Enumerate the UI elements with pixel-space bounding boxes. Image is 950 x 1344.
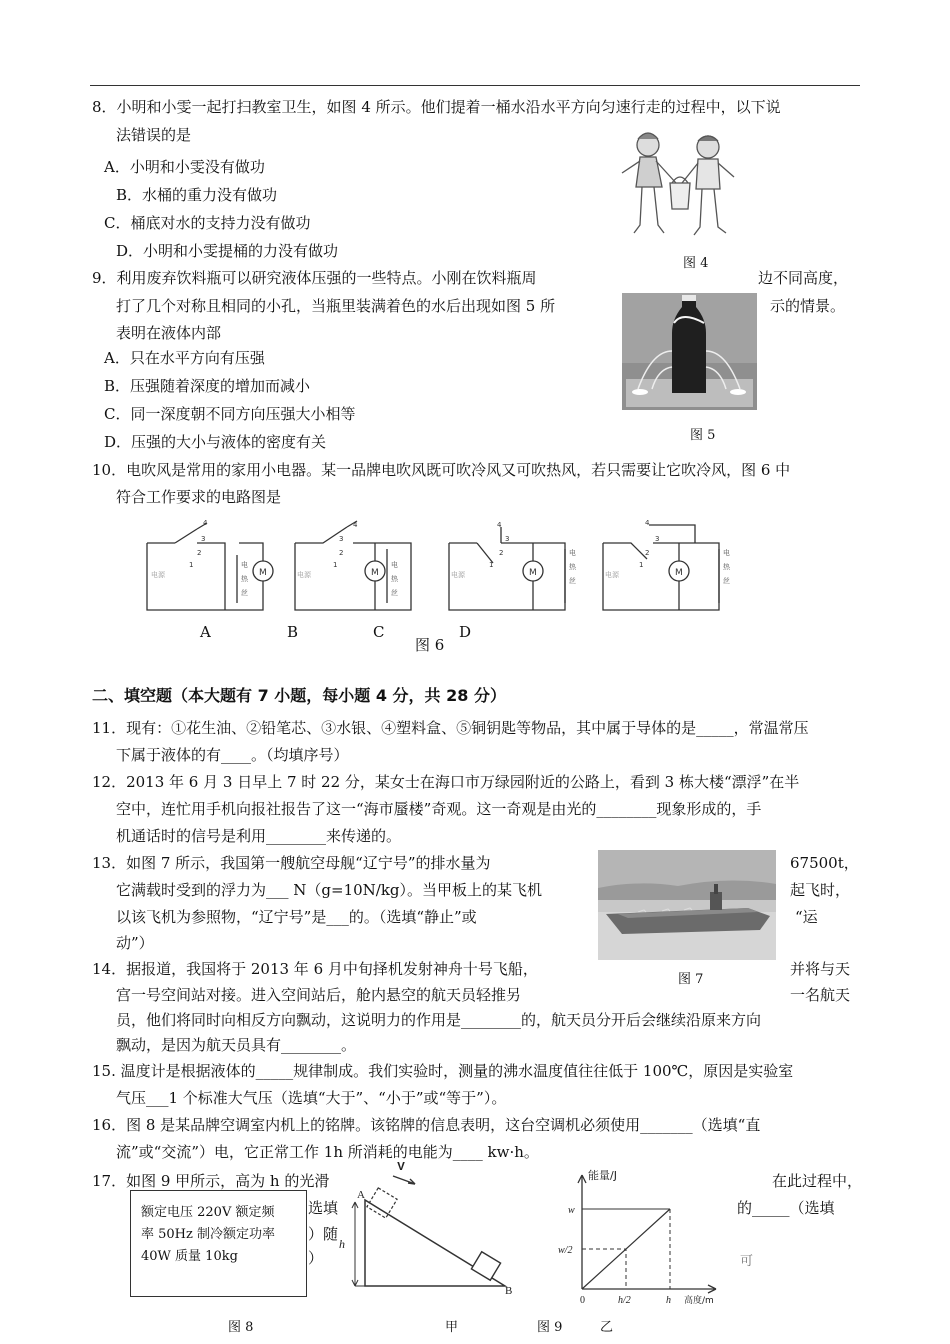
q10-line1: 10．电吹风是常用的家用小电器。某一品牌电吹风既可吹冷风又可吹热风，若只需要让它吹冷风，图 6 中 — [92, 461, 791, 479]
q9-option-a: A．只在水平方向有压强 — [104, 349, 265, 367]
q17-line1-left: 17．如图 9 甲所示，高为 h 的光滑 — [92, 1172, 330, 1190]
section-2-heading: 二、填空题（本大题有 7 小题，每小题 4 分，共 28 分） — [92, 686, 506, 705]
q9-option-d: D．压强的大小与液体的密度有关 — [104, 433, 327, 451]
circuit-b-heater-char1: 电 — [391, 561, 398, 569]
q9-line2-right: 示的情景。 — [770, 297, 846, 315]
q12-line1: 12．2013 年 6 月 3 日早上 7 时 22 分，某女士在海口市万绿园附近的公路上，看到 3 栋大楼“漂浮”在半 — [92, 773, 800, 791]
circuit-a-heater-char1: 电 — [241, 561, 248, 569]
circuit-b-heater-char2: 热 — [391, 575, 398, 583]
q9-line1-right: 边不同高度， — [758, 269, 849, 287]
figure-6-circuits — [135, 515, 750, 623]
nameplate-line1: 额定电压 220V 额定频 — [141, 1205, 275, 1220]
figure-8-caption: 图 8 — [228, 1320, 254, 1335]
figure-9-caption: 图 9 — [537, 1320, 563, 1335]
figure-9-jia-slope — [335, 1162, 525, 1297]
circuit-b-source-label: 电源 — [297, 571, 311, 579]
circuit-label-b: B — [287, 623, 299, 641]
circuit-d-heater-char1: 电 — [723, 549, 730, 557]
slope-h-label: h — [339, 1237, 345, 1251]
circuit-c-node-2: 2 — [499, 549, 504, 557]
circuit-d-node-4: 4 — [645, 519, 650, 527]
graph-x-h2: h/2 — [618, 1295, 631, 1306]
figure-9-yi-label: 乙 — [600, 1320, 614, 1335]
circuit-label-a: A — [200, 623, 211, 641]
circuit-a-node-2: 2 — [197, 549, 202, 557]
q17-line1-right: 在此过程中， — [772, 1172, 863, 1190]
circuit-d-node-2: 2 — [645, 549, 650, 557]
q16-line1: 16．图 8 是某品牌空调室内机上的铭牌。该铭牌的信息表明，这台空调机必须使用_______（选填“直 — [92, 1116, 761, 1134]
circuit-c-node-3: 3 — [505, 535, 510, 543]
figure-7-caption: 图 7 — [678, 972, 704, 987]
circuit-label-d: D — [459, 623, 472, 641]
circuit-d-node-3: 3 — [655, 535, 660, 543]
q8-stem-line1: 8．小明和小雯一起打扫教室卫生，如图 4 所示。他们提着一桶水沿水平方向匀速行走的过程中，以下说 — [92, 98, 781, 116]
figure-5-bottle-photo — [622, 293, 757, 410]
graph-x-h: h — [666, 1295, 671, 1306]
q8-stem-line2: 法错误的是 — [116, 126, 192, 144]
circuit-a-heater-char2: 热 — [241, 575, 248, 583]
q14-line2-right: 一名航天 — [790, 986, 851, 1004]
q13-line2-left: 它满载时受到的浮力为___ N（g=10N/kg）。当甲板上的某飞机 — [116, 881, 543, 899]
graph-origin: 0 — [580, 1295, 585, 1306]
circuit-b-heater-char3: 丝 — [391, 589, 398, 597]
q14-line2-left: 宫一号空间站对接。进入空间站后，舱内悬空的航天员轻推另 — [116, 986, 522, 1004]
graph-y-w2: w/2 — [558, 1245, 573, 1256]
circuit-a-node-3: 3 — [201, 535, 206, 543]
q10-line2: 符合工作要求的电路图是 — [116, 488, 282, 506]
q17-line2-left: 选填 — [308, 1199, 339, 1217]
q11-line1: 11．现有：①花生油、②铅笔芯、③水银、④塑料盒、⑤铜钥匙等物品，其中属于导体的是_____，常温常压 — [92, 719, 809, 737]
circuit-c-heater-char1: 电 — [569, 549, 576, 557]
figure-4-caption: 图 4 — [683, 256, 709, 271]
q9-line1-left: 9．利用废弃饮料瓶可以研究液体压强的一些特点。小刚在饮料瓶周 — [92, 269, 537, 287]
circuit-b-node-2: 2 — [339, 549, 344, 557]
q17-right-fragment: 可 — [740, 1254, 754, 1269]
q8-option-b: B．水桶的重力没有做功 — [116, 186, 278, 204]
circuit-b-node-4: 4 — [353, 521, 358, 529]
circuit-c-node-1: 1 — [489, 561, 494, 569]
circuit-a-heater-char3: 丝 — [241, 589, 248, 597]
q11-line2: 下属于液体的有____。（均填序号） — [116, 746, 349, 764]
q12-line2: 空中，连忙用手机向报社报告了这一“海市蜃楼”奇观。这一奇观是由光的________现象形成的，手 — [116, 800, 762, 818]
circuit-d-source-label: 电源 — [605, 571, 619, 579]
q17-line2-right: 的_____（选填 — [737, 1199, 835, 1217]
circuit-c-motor-label: M — [529, 568, 537, 578]
q17-line3-frag: ）随 — [308, 1225, 339, 1243]
circuit-c-source-label: 电源 — [451, 571, 465, 579]
circuit-a-source-label: 电源 — [151, 571, 165, 579]
q13-line1-right: 67500t， — [790, 854, 859, 872]
q13-line1-left: 13．如图 7 所示，我国第一艘航空母舰“辽宁号”的排水量为 — [92, 854, 491, 872]
header-rule — [90, 85, 860, 86]
figure-8-nameplate — [130, 1190, 307, 1297]
circuit-c-heater-char3: 丝 — [569, 577, 576, 585]
figure-5-caption: 图 5 — [690, 428, 716, 443]
graph-y-w: w — [568, 1205, 575, 1216]
circuit-d — [603, 525, 719, 610]
q13-line2-right: 起飞时， — [790, 881, 851, 899]
nameplate-line3: 40W 质量 10kg — [141, 1249, 238, 1264]
circuit-c-heater-char2: 热 — [569, 563, 576, 571]
q12-line3: 机通话时的信号是利用________来传递的。 — [116, 827, 402, 845]
circuit-a — [147, 523, 273, 610]
q8-option-d: D．小明和小雯提桶的力没有做功 — [116, 242, 339, 260]
q8-option-a: A．小明和小雯没有做功 — [104, 158, 265, 176]
q13-line4: 动”） — [116, 934, 154, 952]
q15-line1: 15. 温度计是根据液体的_____规律制成。我们实验时，测量的沸水温度值往往低于 100℃，原因是实验室 — [92, 1062, 794, 1080]
circuit-b-node-3: 3 — [339, 535, 344, 543]
q8-option-c: C．桶底对水的支持力没有做功 — [104, 214, 311, 232]
nameplate-line2: 率 50Hz 制冷额定功率 — [141, 1227, 275, 1242]
graph-ylabel: 能量/J — [588, 1169, 617, 1182]
figure-6-caption: 图 6 — [415, 636, 445, 654]
q9-option-b: B．压强随着深度的增加而减小 — [104, 377, 311, 395]
slope-b-label: B — [505, 1285, 513, 1297]
slope-v-label: V — [397, 1162, 406, 1173]
q14-line1-right: 并将与天 — [790, 960, 851, 978]
graph-xlabel: 高度/m — [684, 1296, 714, 1306]
q13-line3-right: “运 — [795, 908, 818, 926]
q14-line4: 飘动，是因为航天员具有________。 — [116, 1036, 357, 1054]
q9-line2-left: 打了几个对称且相同的小孔，当瓶里装满着色的水后出现如图 5 所 — [116, 297, 556, 315]
circuit-c-node-4: 4 — [497, 521, 502, 529]
q9-option-c: C．同一深度朝不同方向压强大小相等 — [104, 405, 356, 423]
circuit-d-motor-label: M — [675, 568, 683, 578]
circuit-d-heater-char3: 丝 — [723, 577, 730, 585]
figure-7-carrier-photo — [598, 850, 776, 960]
q9-line3: 表明在液体内部 — [116, 324, 222, 342]
figure-9-yi-energy-graph — [548, 1165, 733, 1313]
figure-9-jia-label: 甲 — [445, 1320, 459, 1335]
q14-line1-left: 14．据报道，我国将于 2013 年 6 月中旬择机发射神舟十号飞船， — [92, 960, 538, 978]
slope-a-label: A — [357, 1189, 365, 1201]
figure-4-children-carrying-bucket — [610, 125, 745, 245]
circuit-b-node-1: 1 — [333, 561, 338, 569]
circuit-d-heater-char2: 热 — [723, 563, 730, 571]
circuit-d-node-1: 1 — [639, 561, 644, 569]
q17-line4-frag: ） — [308, 1249, 324, 1267]
circuit-a-motor-label: M — [259, 568, 267, 578]
q15-line2: 气压___1 个标准大气压（选填“大于”、“小于”或“等于”）。 — [116, 1089, 507, 1107]
q14-line3: 员，他们将同时向相反方向飘动，这说明力的作用是________的，航天员分开后会继续沿原来方向 — [116, 1011, 762, 1029]
q13-line3-left: 以该飞机为参照物，“辽宁号”是___的。（选填“静止”或 — [116, 908, 477, 926]
circuit-b-motor-label: M — [371, 568, 379, 578]
circuit-label-c: C — [373, 623, 385, 641]
q16-line2: 流”或“交流”）电，它正常工作 1h 所消耗的电能为____ kw·h。 — [116, 1143, 539, 1161]
circuit-a-node-1: 1 — [189, 561, 194, 569]
circuit-a-node-4: 4 — [203, 519, 208, 527]
